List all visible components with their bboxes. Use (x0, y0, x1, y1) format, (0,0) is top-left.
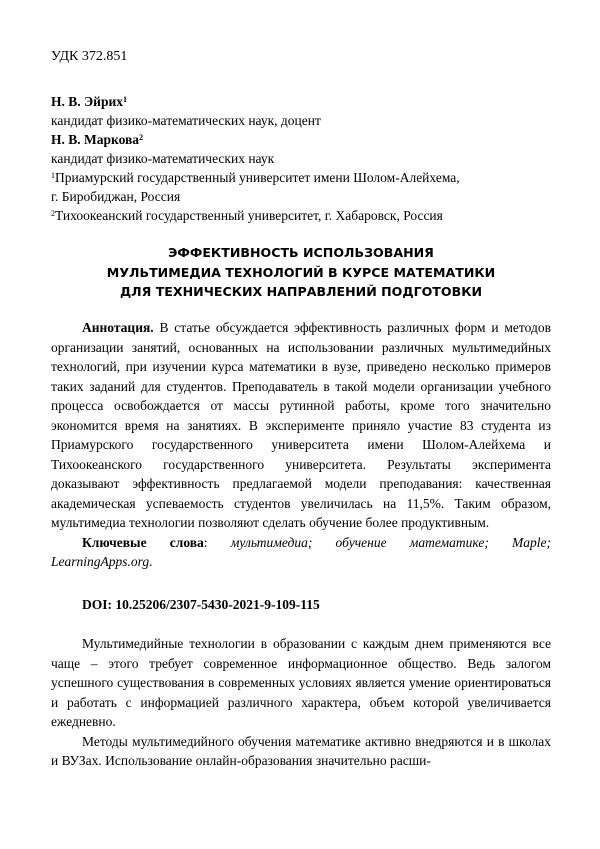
affiliation-1-superscript: 1 (51, 171, 55, 180)
body-paragraph-1: Мультимедийные технологии в образовании с каждым днем применяются все чаще – этого требует современное информационное общество. Ведь залогом успешного существования в современных условиях является умение ориентироваться и работать с информацией различного характера, объем которой увеличивается ежедневно. (51, 636, 551, 729)
author-position-2: кандидат физико-математических наук (51, 151, 275, 166)
author-2-superscript: 2 (139, 133, 144, 142)
title-line-1: ЭФФЕКТИВНОСТЬ ИСПОЛЬЗОВАНИЯ (168, 245, 434, 260)
keywords-paragraph: Ключевые слова: мультимедиа; обучение математике; Maple; LearningApps.org. (51, 534, 551, 569)
author-1-superscript: 1 (122, 95, 127, 104)
affiliation-1-city: г. Биробиджан, Россия (51, 189, 181, 204)
body-paragraph-2: Методы мультимедийного обучения математике активно внедряются и в школах и ВУЗах. Использование онлайн-образования значительно расши- (51, 733, 551, 768)
author-name-2: Н. В. Маркова$^2$ (51, 132, 144, 147)
affiliation-2-superscript: 2 (51, 209, 55, 218)
author-position-1: кандидат физико-математических наук, доцент (51, 113, 321, 128)
affiliation-2: $^2$Тихоокеанский государственный университет, г. Хабаровск, Россия (51, 208, 443, 223)
abstract-paragraph (51, 318, 551, 533)
doi-identifier: DOI: 10.25206/2307-5430-2021-9-109-115 (82, 597, 320, 612)
abstract-text: В статье обсуждается эффективность различных форм и методов организации занятий, основанных на использовании различных мультимедийных технологий, при изучении курса математики в вузе, приведено несколько примеров таких заданий для студентов. Преподаватель в такой модели организации учебного процесса освобождается от массы рутинной работы, кроме того значительно экономится время на занятиях. В эксперименте приняло участие 83 студента из Приамурского государственного университета имени Шолом-Алейхема и Тихоокеанского государственного университета. Результаты эксперимента доказывают эффективность предлагаемой модели преподавания: качественная академическая успеваемость студентов увеличилась на 11,5%. Таким образом, мультимедиа технологии позволяют сделать обучение более продуктивным. (51, 320, 551, 530)
article-title (51, 243, 551, 302)
author-name-1: Н. В. Эйрих$^1$ (51, 94, 127, 109)
keywords-values: мультимедиа; обучение математике; Maple; LearningApps.org (51, 534, 551, 569)
affiliation-1: $^1$Приамурский государственный университет имени Шолом-Алейхема, (51, 170, 460, 185)
author-block (51, 92, 551, 225)
body-text (51, 634, 551, 771)
keywords-label: Ключевые слова (82, 534, 204, 550)
udc-code: УДК 372.851 (51, 49, 128, 64)
title-line-2: МУЛЬТИМЕДИА ТЕХНОЛОГИЙ В КУРСЕ МАТЕМАТИКИ (106, 264, 496, 280)
abstract-section (51, 318, 551, 572)
title-line-3: ДЛЯ ТЕХНИЧЕСКИХ НАПРАВЛЕНИЙ ПОДГОТОВКИ (119, 284, 483, 299)
abstract-label: Аннотация. (82, 320, 154, 335)
